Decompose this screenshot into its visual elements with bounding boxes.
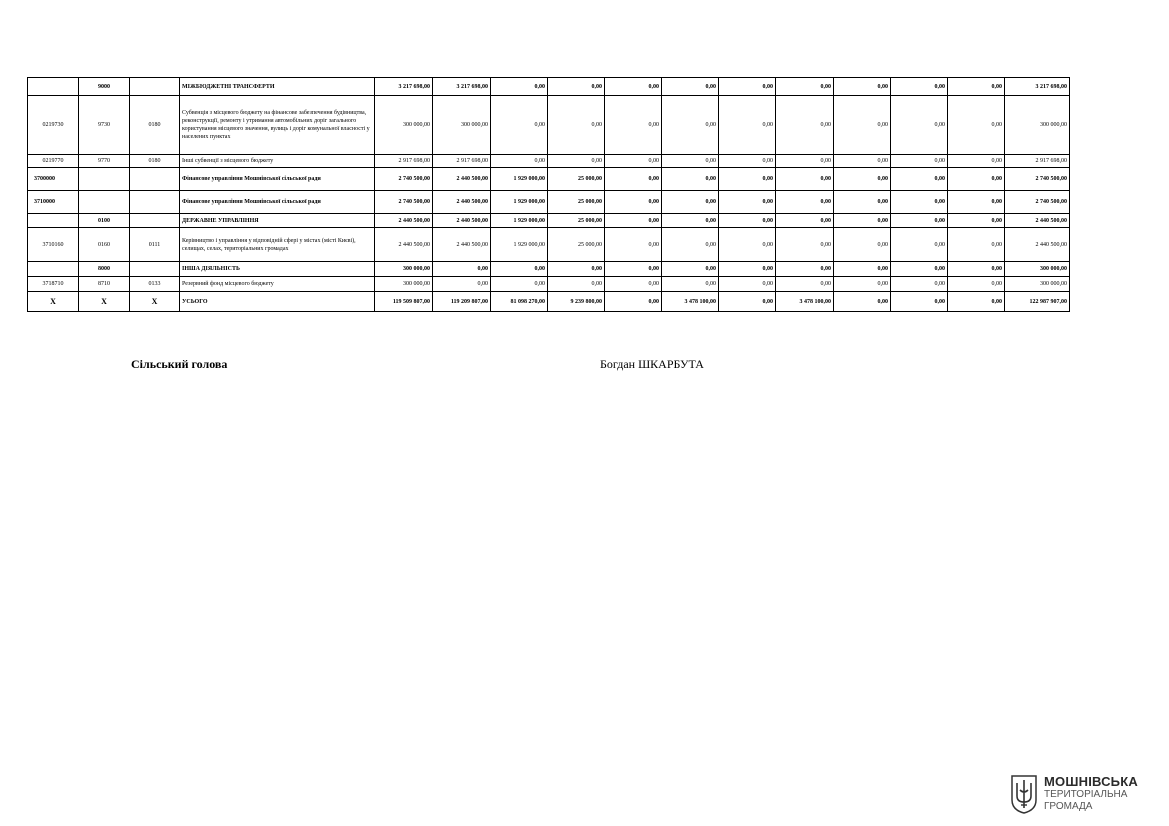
budget-table [27, 77, 1070, 312]
amount-cell: 0,00 [891, 292, 948, 312]
amount-cell: 2 740 500,00 [375, 168, 433, 191]
program-name-cell: Керівництво і управління у відповідній сфері у містах (місті Києві), селищах, селах, територіальних громадах [180, 228, 375, 262]
amount-cell: 0,00 [433, 262, 491, 277]
amount-cell: 0,00 [891, 78, 948, 96]
program-name-cell: МІЖБЮДЖЕТНІ ТРАНСФЕРТИ [180, 78, 375, 96]
amount-cell: 0,00 [834, 168, 891, 191]
amount-cell: 0,00 [719, 191, 776, 214]
table-row [28, 155, 1070, 168]
amount-cell: 0,00 [948, 292, 1005, 312]
program-name-cell: ДЕРЖАВНЕ УПРАВЛІННЯ [180, 214, 375, 228]
function-code-cell: 9000 [79, 78, 130, 96]
amount-cell: 0,00 [605, 292, 662, 312]
classification-code-cell [130, 78, 180, 96]
amount-cell: 0,00 [491, 78, 548, 96]
amount-cell: 0,00 [719, 228, 776, 262]
function-code-cell: 8000 [79, 262, 130, 277]
amount-cell: 119 209 807,00 [433, 292, 491, 312]
amount-cell: 0,00 [891, 214, 948, 228]
amount-cell: 0,00 [548, 155, 605, 168]
amount-cell: 0,00 [948, 168, 1005, 191]
amount-cell: 0,00 [834, 96, 891, 155]
amount-cell: 0,00 [605, 155, 662, 168]
amount-cell: 0,00 [948, 191, 1005, 214]
amount-cell: 25 000,00 [548, 191, 605, 214]
amount-cell: 0,00 [834, 262, 891, 277]
amount-cell: 0,00 [948, 228, 1005, 262]
trident-coat-of-arms-icon [1010, 774, 1038, 814]
amount-cell: 0,00 [891, 96, 948, 155]
function-code-cell [79, 191, 130, 214]
amount-cell: 0,00 [948, 96, 1005, 155]
amount-cell: 0,00 [776, 214, 834, 228]
amount-cell: 0,00 [891, 228, 948, 262]
amount-cell: 0,00 [548, 262, 605, 277]
program-code-cell: 3700000 [28, 168, 79, 191]
amount-cell: 0,00 [891, 168, 948, 191]
program-code-cell [28, 78, 79, 96]
amount-cell: 0,00 [834, 191, 891, 214]
amount-cell: 0,00 [662, 168, 719, 191]
amount-cell: 0,00 [548, 277, 605, 292]
amount-cell: 0,00 [491, 277, 548, 292]
amount-cell: 0,00 [891, 262, 948, 277]
amount-cell: 0,00 [662, 78, 719, 96]
amount-cell: 2 740 500,00 [1005, 168, 1070, 191]
classification-code-cell [130, 191, 180, 214]
amount-cell: 0,00 [605, 78, 662, 96]
amount-cell: 0,00 [433, 277, 491, 292]
program-name-cell: Фінансове управління Мошнівської сільської ради [180, 168, 375, 191]
program-code-cell [28, 262, 79, 277]
amount-cell: 300 000,00 [1005, 96, 1070, 155]
amount-cell: 0,00 [662, 96, 719, 155]
amount-cell: 0,00 [948, 155, 1005, 168]
signature-name: Богдан ШКАРБУТА [600, 357, 704, 371]
amount-cell: 0,00 [662, 214, 719, 228]
program-code-cell: 0219730 [28, 96, 79, 155]
classification-code-cell: 0180 [130, 155, 180, 168]
logo-title: МОШНІВСЬКА [1044, 774, 1138, 789]
amount-cell: 0,00 [776, 96, 834, 155]
amount-cell: 2 440 500,00 [375, 228, 433, 262]
table-row [28, 168, 1070, 191]
amount-cell: 0,00 [605, 168, 662, 191]
amount-cell: 0,00 [719, 96, 776, 155]
amount-cell: 0,00 [776, 78, 834, 96]
classification-code-cell: 0180 [130, 96, 180, 155]
amount-cell: 0,00 [834, 277, 891, 292]
amount-cell: 0,00 [548, 78, 605, 96]
logo-subtitle-line2: ГРОМАДА [1044, 801, 1093, 812]
amount-cell: 0,00 [891, 277, 948, 292]
amount-cell: 0,00 [719, 78, 776, 96]
function-code-cell: 0100 [79, 214, 130, 228]
amount-cell: 0,00 [605, 228, 662, 262]
table-row [28, 292, 1070, 312]
table-row [28, 96, 1070, 155]
amount-cell: 0,00 [662, 277, 719, 292]
classification-code-cell [130, 262, 180, 277]
amount-cell: 0,00 [834, 155, 891, 168]
amount-cell: 0,00 [834, 78, 891, 96]
amount-cell: 3 217 698,00 [1005, 78, 1070, 96]
logo-subtitle-line1: ТЕРИТОРІАЛЬНА [1044, 789, 1128, 800]
amount-cell: 0,00 [719, 277, 776, 292]
program-code-cell: 3718710 [28, 277, 79, 292]
amount-cell: 25 000,00 [548, 228, 605, 262]
amount-cell: 0,00 [605, 96, 662, 155]
amount-cell: 300 000,00 [375, 96, 433, 155]
classification-code-cell: X [130, 292, 180, 312]
table-row [28, 262, 1070, 277]
amount-cell: 81 098 270,00 [491, 292, 548, 312]
function-code-cell [79, 168, 130, 191]
table-row [28, 191, 1070, 214]
amount-cell: 0,00 [719, 155, 776, 168]
classification-code-cell: 0133 [130, 277, 180, 292]
amount-cell: 0,00 [719, 214, 776, 228]
function-code-cell: X [79, 292, 130, 312]
program-code-cell: 3710000 [28, 191, 79, 214]
amount-cell: 0,00 [662, 155, 719, 168]
amount-cell: 0,00 [776, 155, 834, 168]
community-logo [1010, 774, 1150, 816]
amount-cell: 2 917 698,00 [375, 155, 433, 168]
amount-cell: 0,00 [605, 277, 662, 292]
table-row [28, 78, 1070, 96]
amount-cell: 3 217 698,00 [375, 78, 433, 96]
amount-cell: 2 440 500,00 [375, 214, 433, 228]
program-name-cell: Фінансове управління Мошнівської сільської ради [180, 191, 375, 214]
amount-cell: 0,00 [719, 262, 776, 277]
amount-cell: 2 440 500,00 [1005, 228, 1070, 262]
classification-code-cell: 0111 [130, 228, 180, 262]
amount-cell: 1 929 000,00 [491, 191, 548, 214]
amount-cell: 2 440 500,00 [1005, 214, 1070, 228]
amount-cell: 0,00 [662, 228, 719, 262]
program-name-cell: УСЬОГО [180, 292, 375, 312]
amount-cell: 2 740 500,00 [375, 191, 433, 214]
classification-code-cell [130, 168, 180, 191]
amount-cell: 3 217 698,00 [433, 78, 491, 96]
amount-cell: 0,00 [605, 214, 662, 228]
function-code-cell: 9770 [79, 155, 130, 168]
amount-cell: 25 000,00 [548, 214, 605, 228]
logo-subtitle [1044, 789, 1127, 813]
amount-cell: 0,00 [719, 168, 776, 191]
amount-cell: 0,00 [891, 191, 948, 214]
amount-cell: 1 929 000,00 [491, 214, 548, 228]
amount-cell: 0,00 [491, 155, 548, 168]
amount-cell: 0,00 [834, 228, 891, 262]
program-code-cell: 3710160 [28, 228, 79, 262]
amount-cell: 0,00 [548, 96, 605, 155]
amount-cell: 0,00 [834, 292, 891, 312]
program-code-cell: 0219770 [28, 155, 79, 168]
amount-cell: 1 929 000,00 [491, 168, 548, 191]
amount-cell: 0,00 [776, 262, 834, 277]
amount-cell: 300 000,00 [375, 262, 433, 277]
amount-cell: 9 239 800,00 [548, 292, 605, 312]
amount-cell: 2 917 698,00 [433, 155, 491, 168]
amount-cell: 300 000,00 [433, 96, 491, 155]
amount-cell: 2 440 500,00 [433, 168, 491, 191]
table-row [28, 214, 1070, 228]
program-code-cell: X [28, 292, 79, 312]
amount-cell: 0,00 [776, 228, 834, 262]
amount-cell: 0,00 [948, 277, 1005, 292]
amount-cell: 300 000,00 [1005, 277, 1070, 292]
amount-cell: 0,00 [662, 262, 719, 277]
amount-cell: 25 000,00 [548, 168, 605, 191]
amount-cell: 300 000,00 [375, 277, 433, 292]
amount-cell: 0,00 [948, 78, 1005, 96]
amount-cell: 2 917 698,00 [1005, 155, 1070, 168]
amount-cell: 0,00 [776, 277, 834, 292]
amount-cell: 0,00 [891, 155, 948, 168]
amount-cell: 2 440 500,00 [433, 228, 491, 262]
amount-cell: 119 509 807,00 [375, 292, 433, 312]
amount-cell: 0,00 [776, 191, 834, 214]
amount-cell: 300 000,00 [1005, 262, 1070, 277]
amount-cell: 0,00 [491, 96, 548, 155]
amount-cell: 0,00 [948, 214, 1005, 228]
amount-cell: 0,00 [776, 168, 834, 191]
program-name-cell: ІНША ДІЯЛЬНІСТЬ [180, 262, 375, 277]
amount-cell: 3 478 100,00 [776, 292, 834, 312]
program-name-cell: Резервний фонд місцевого бюджету [180, 277, 375, 292]
amount-cell: 0,00 [605, 191, 662, 214]
amount-cell: 0,00 [719, 292, 776, 312]
amount-cell: 0,00 [834, 214, 891, 228]
table-row [28, 277, 1070, 292]
amount-cell: 122 987 907,00 [1005, 292, 1070, 312]
function-code-cell: 0160 [79, 228, 130, 262]
amount-cell: 2 440 500,00 [433, 214, 491, 228]
program-name-cell: Субвенція з місцевого бюджету на фінансове забезпечення будівництва, реконструкції, ремонту і утримання автомобільних доріг загального користування місцевого значення, вулиць і доріг комунальної власності у населених пунктах [180, 96, 375, 155]
amount-cell: 1 929 000,00 [491, 228, 548, 262]
amount-cell: 2 440 500,00 [433, 191, 491, 214]
program-name-cell: Інші субвенції з місцевого бюджету [180, 155, 375, 168]
classification-code-cell [130, 214, 180, 228]
amount-cell: 0,00 [491, 262, 548, 277]
table-row [28, 228, 1070, 262]
amount-cell: 0,00 [662, 191, 719, 214]
program-code-cell [28, 214, 79, 228]
function-code-cell: 9730 [79, 96, 130, 155]
amount-cell: 0,00 [948, 262, 1005, 277]
amount-cell: 3 478 100,00 [662, 292, 719, 312]
signature-role: Сільський голова [131, 357, 228, 371]
amount-cell: 0,00 [605, 262, 662, 277]
amount-cell: 2 740 500,00 [1005, 191, 1070, 214]
function-code-cell: 8710 [79, 277, 130, 292]
